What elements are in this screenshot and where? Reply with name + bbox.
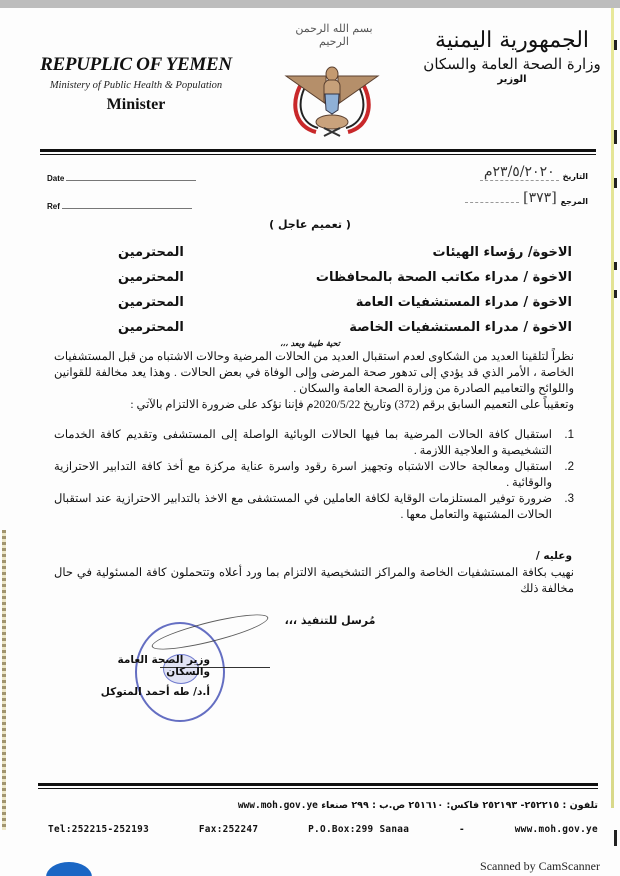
date-line (66, 180, 196, 181)
closing-line: مُرسل للتنفيذ ،،، (284, 614, 376, 627)
footer-divider (38, 783, 598, 786)
date-value-ar: ٢٣/٥/٢٠٢٠م (480, 164, 559, 181)
footer-fax: Fax:252247 (198, 824, 259, 835)
ref-field-en (47, 202, 192, 211)
page-right-edge (611, 8, 614, 808)
footer-contact-ar (48, 800, 598, 811)
ref-line-ar (465, 202, 519, 203)
recipient-row (100, 265, 572, 290)
list-item-text: ضرورة توفير المستلزمات الوقاية لكافة العاملين في المستشفى مع الاخذ بالتدابير الاحترازية عند استقبال الحالات المشتبهة والتعامل معها . (54, 493, 552, 521)
list-item-number: 2. (564, 461, 574, 473)
list-item-number: 1. (564, 429, 574, 441)
recipient-honorific: المحترمين (118, 295, 184, 310)
recipient-honorific: المحترمين (118, 245, 184, 260)
ref-line (62, 208, 192, 209)
requirements-list (54, 427, 574, 523)
header-divider-thin (40, 154, 596, 155)
signature-block (80, 654, 210, 698)
recipient-name: الاخوة / مدراء المستشفيات العامة (355, 295, 572, 310)
recipient-name: الاخوة / مدراء المستشفيات الخاصة (349, 320, 572, 335)
basmala: بسم الله الرحمن الرحيم (295, 22, 373, 48)
signer-name: أ.د/ طه أحمد المتوكل (100, 686, 210, 698)
header-english (36, 54, 236, 114)
recipients-list (100, 240, 572, 340)
country-name-en: REPUPLIC OF YEMEN (40, 54, 232, 75)
scan-mark (614, 262, 617, 270)
scanner-top-bar (0, 0, 620, 8)
recipient-name: الاخوة/ رؤساء الهيئات (432, 245, 572, 260)
footer-tel: Tel:252215-252193 (48, 824, 150, 835)
ref-label-ar: المرجع (560, 197, 588, 206)
date-label-ar: التاريخ (562, 172, 588, 181)
country-name-ar: الجمهورية اليمنية (434, 28, 590, 53)
list-item (54, 491, 574, 523)
body-paragraph-3: نهيب بكافة المستشفيات الخاصة والمراكز التشخيصية الالتزام بما ورد أعلاه وتتحملون كافة المسئولية في حال مخالفة ذلك (54, 567, 574, 595)
camscanner-watermark: Scanned by CamScanner (480, 859, 600, 873)
date-field-en (47, 174, 196, 183)
scan-mark (614, 290, 617, 298)
scan-mark (614, 830, 617, 846)
ref-field-ar (465, 190, 588, 206)
scan-mark (614, 40, 617, 50)
list-item-text: استقبال كافة الحالات المرضية بما فيها الحالات الوبائية الواصلة إلى المستشفى وتقديم كافة الخدمات التشخيصية و العلاجية اللازمة . (54, 429, 552, 457)
date-field-ar (480, 164, 588, 181)
scan-mark (614, 130, 617, 144)
greeting: تحية طيبة وبعد ،،، (280, 338, 340, 348)
footer-pobox: P.O.Box:299 Sanaa (308, 824, 410, 835)
body-paragraph-1: نظراً لتلقينا العديد من الشكاوى لعدم استقبال العديد من الحالات المرضية وحالات الاشتباه من قبل المستشفيات الخاصة ، الأمر الذي قد يؤدي إلى تدهور صحة المرضى وإلى الوفاة في بعض الحالات . وهذا يعد مخالفة للقوانين واللوائح والتعاميم الصادرة من وزارة الصحة العامة والسكان . (54, 351, 574, 395)
footer-separator: - (458, 824, 465, 835)
page-left-edge (2, 530, 6, 830)
recipient-honorific: المحترمين (118, 320, 184, 335)
yemen-emblem-icon (282, 18, 382, 148)
footer-url[interactable]: www.moh.gov.ye (514, 824, 598, 835)
footer-divider-thin (38, 788, 598, 789)
body-paragraph-2: وتعقيباً على التعميم السابق برقم (372) وتاريخ 2020/5/22م فإننا نؤكد على ضرورة الالتزام بالآتي : (130, 399, 574, 411)
recipient-row (100, 315, 572, 340)
scan-mark (614, 178, 617, 188)
recipient-honorific: المحترمين (118, 270, 184, 285)
ministry-name-en: Ministery of Public Health & Population (49, 80, 223, 91)
header-arabic (412, 28, 612, 85)
list-item (54, 459, 574, 491)
recipient-name: الاخوة / مدراء مكاتب الصحة بالمحافظات (315, 270, 572, 285)
role-en: Minister (106, 96, 166, 113)
ministry-name-ar: وزارة الصحة العامة والسكان (423, 55, 601, 73)
footer-contact-ar-text: تلفون : ٢٥٢٢١٥- ٢٥٢١٩٣ فاكس: ٢٥١٦١٠ ص.ب : ٢٩٩ صنعاء (321, 800, 598, 811)
footer-url-ar[interactable]: www.moh.gov.ye (237, 800, 318, 811)
signer-title: وزير الصحة العامة والسكان (117, 654, 210, 678)
recipient-row (100, 290, 572, 315)
header-divider (40, 149, 596, 152)
recipient-row (100, 240, 572, 265)
subject-heading: ( تعميم عاجل ) (269, 218, 351, 231)
list-item (54, 427, 574, 459)
footer-contact-en (48, 824, 598, 835)
ref-value-ar: [٣٧٣] (523, 190, 557, 206)
list-item-number: 3. (564, 493, 574, 505)
role-ar: الوزير (497, 74, 527, 85)
conclusion-heading: وعليه / (535, 550, 572, 562)
ref-label-en: Ref (47, 202, 60, 211)
date-label-en: Date (47, 174, 65, 183)
list-item-text: استقبال ومعالجة حالات الاشتباه وتجهيز اسرة رقود واسرة عناية مركزة مع أخذ كافة التدابير الاحترازية والوقائية . (54, 461, 552, 489)
